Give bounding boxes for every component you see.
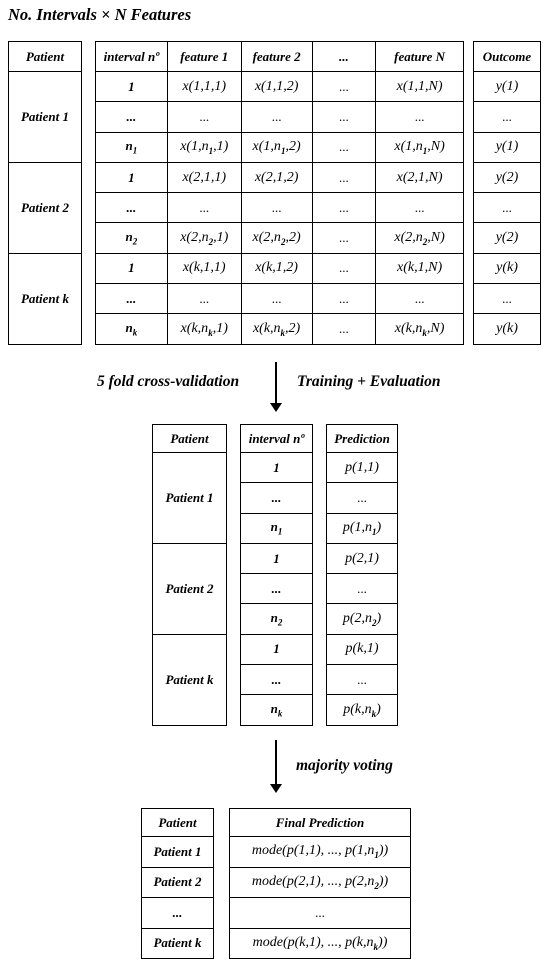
majority-voting-label: majority voting bbox=[296, 757, 393, 774]
table1-patient-k: Patient k bbox=[9, 254, 82, 345]
prediction-cell: ... bbox=[327, 483, 398, 513]
interval-cell: ... bbox=[241, 574, 313, 604]
feature-cell: x(2,1,2) bbox=[241, 162, 312, 192]
feature-cell: $x(1,n_1,N)$ bbox=[376, 132, 464, 162]
prediction-cell: p(2,1) bbox=[327, 543, 398, 573]
table2-patient-header: Patient bbox=[153, 425, 227, 453]
table1-header-3: ... bbox=[312, 42, 376, 72]
table1-header-0: interval nº bbox=[96, 42, 168, 72]
table1-patient-2: Patient 2 bbox=[9, 163, 82, 254]
interval-cell: ... bbox=[96, 284, 168, 314]
feature-cell: $x(k,n_k,1)$ bbox=[167, 314, 241, 344]
feature-cell: $x(2,n_2,1)$ bbox=[167, 223, 241, 253]
table1-outcome-column bbox=[473, 41, 541, 345]
prediction-cell: ... bbox=[327, 574, 398, 604]
prediction-cell: p(k,1) bbox=[327, 634, 398, 664]
final-prediction-cell: mode(p(k,1), ..., $p(k,n_k)$) bbox=[230, 928, 411, 959]
outcome-cell: y(k) bbox=[474, 314, 541, 344]
feature-cell: $x(k,n_k,N)$ bbox=[376, 314, 464, 344]
feature-cell: ... bbox=[167, 284, 241, 314]
interval-cell: $n_k$ bbox=[241, 695, 313, 725]
feature-cell: ... bbox=[312, 223, 376, 253]
table1-header-1: feature 1 bbox=[167, 42, 241, 72]
table1-patient-header: Patient bbox=[9, 42, 82, 72]
table-row bbox=[96, 132, 464, 162]
table1-patient-1: Patient 1 bbox=[9, 72, 82, 163]
table2-interval-header: interval nº bbox=[241, 425, 313, 453]
table1-header-2: feature 2 bbox=[241, 42, 312, 72]
training-evaluation-label: Training + Evaluation bbox=[297, 373, 441, 390]
table-row bbox=[96, 223, 464, 253]
table3-patient-header: Patient bbox=[142, 809, 214, 837]
feature-cell: x(k,1,1) bbox=[167, 253, 241, 283]
table3-patient-column bbox=[141, 808, 214, 959]
table1-header-4: feature N bbox=[376, 42, 464, 72]
feature-cell: $x(1,n_1,1)$ bbox=[167, 132, 241, 162]
feature-cell: ... bbox=[376, 284, 464, 314]
feature-cell: ... bbox=[312, 102, 376, 132]
interval-cell: 1 bbox=[241, 543, 313, 573]
interval-cell: ... bbox=[96, 193, 168, 223]
prediction-cell: $p(1,n_1)$ bbox=[327, 513, 398, 543]
outcome-cell: y(2) bbox=[474, 223, 541, 253]
table3-final-prediction-column bbox=[229, 808, 411, 959]
table-row bbox=[96, 284, 464, 314]
interval-cell: $n_k$ bbox=[96, 314, 168, 344]
table-row bbox=[96, 162, 464, 192]
table2-interval-column bbox=[240, 424, 313, 726]
table-row bbox=[96, 193, 464, 223]
outcome-cell: y(2) bbox=[474, 162, 541, 192]
arrow-down-icon bbox=[275, 362, 277, 404]
feature-cell: x(1,1,N) bbox=[376, 72, 464, 102]
interval-cell: 1 bbox=[241, 453, 313, 483]
interval-cell: ... bbox=[96, 102, 168, 132]
table2-prediction-column bbox=[326, 424, 398, 726]
final-prediction-cell: mode(p(1,1), ..., $p(1,n_1)$) bbox=[230, 837, 411, 868]
outcome-cell: ... bbox=[474, 102, 541, 132]
feature-cell: x(2,1,N) bbox=[376, 162, 464, 192]
feature-cell: x(k,1,2) bbox=[241, 253, 312, 283]
table1-patient-column bbox=[8, 41, 82, 345]
prediction-cell: p(1,1) bbox=[327, 453, 398, 483]
table1-outcome-header: Outcome bbox=[474, 42, 541, 72]
table-row bbox=[96, 253, 464, 283]
table2-prediction-header: Prediction bbox=[327, 425, 398, 453]
feature-cell: ... bbox=[241, 102, 312, 132]
table3-final-prediction-header: Final Prediction bbox=[230, 809, 411, 837]
interval-cell: 1 bbox=[241, 634, 313, 664]
feature-cell: $x(2,n_2,N)$ bbox=[376, 223, 464, 253]
interval-cell: $n_1$ bbox=[241, 513, 313, 543]
feature-cell: ... bbox=[312, 162, 376, 192]
feature-cell: x(k,1,N) bbox=[376, 253, 464, 283]
feature-cell: ... bbox=[376, 193, 464, 223]
outcome-cell: y(1) bbox=[474, 132, 541, 162]
feature-cell: $x(2,n_2,2)$ bbox=[241, 223, 312, 253]
table2-patient-column bbox=[152, 424, 227, 726]
table2-patient-2: Patient 2 bbox=[153, 544, 227, 635]
interval-cell: 1 bbox=[96, 72, 168, 102]
prediction-cell: ... bbox=[327, 665, 398, 695]
feature-cell: ... bbox=[376, 102, 464, 132]
interval-cell: 1 bbox=[96, 253, 168, 283]
feature-cell: ... bbox=[312, 284, 376, 314]
outcome-cell: ... bbox=[474, 193, 541, 223]
outcome-cell: y(1) bbox=[474, 72, 541, 102]
feature-cell: ... bbox=[312, 193, 376, 223]
feature-cell: ... bbox=[241, 284, 312, 314]
interval-cell: ... bbox=[241, 483, 313, 513]
outcome-cell: ... bbox=[474, 284, 541, 314]
final-prediction-cell: mode(p(2,1), ..., $p(2,n_2)$) bbox=[230, 867, 411, 898]
table-row bbox=[96, 72, 464, 102]
feature-cell: $x(1,n_1,2)$ bbox=[241, 132, 312, 162]
arrow-down-icon bbox=[275, 740, 277, 785]
feature-cell: $x(k,n_k,2)$ bbox=[241, 314, 312, 344]
cross-validation-label: 5 fold cross-validation bbox=[97, 373, 240, 390]
table1-feature-matrix bbox=[95, 41, 464, 345]
feature-cell: ... bbox=[312, 132, 376, 162]
prediction-cell: $p(k,n_k)$ bbox=[327, 695, 398, 725]
feature-cell: ... bbox=[312, 72, 376, 102]
feature-cell: x(1,1,2) bbox=[241, 72, 312, 102]
interval-cell: ... bbox=[241, 665, 313, 695]
diagram-title: No. Intervals × N Features bbox=[8, 5, 192, 24]
prediction-cell: $p(2,n_2)$ bbox=[327, 604, 398, 634]
patient-cell: Patient k bbox=[142, 928, 214, 959]
interval-cell: $n_2$ bbox=[96, 223, 168, 253]
final-prediction-cell: ... bbox=[230, 898, 411, 929]
outcome-cell: y(k) bbox=[474, 253, 541, 283]
interval-cell: 1 bbox=[96, 162, 168, 192]
table2-patient-1: Patient 1 bbox=[153, 453, 227, 544]
patient-cell: Patient 1 bbox=[142, 837, 214, 868]
interval-cell: $n_2$ bbox=[241, 604, 313, 634]
table2-patient-k: Patient k bbox=[153, 635, 227, 726]
table-row bbox=[96, 314, 464, 344]
feature-cell: x(2,1,1) bbox=[167, 162, 241, 192]
feature-cell: ... bbox=[167, 193, 241, 223]
feature-cell: ... bbox=[241, 193, 312, 223]
feature-cell: x(1,1,1) bbox=[167, 72, 241, 102]
patient-cell: ... bbox=[142, 898, 214, 929]
patient-cell: Patient 2 bbox=[142, 867, 214, 898]
feature-cell: ... bbox=[167, 102, 241, 132]
feature-cell: ... bbox=[312, 314, 376, 344]
feature-cell: ... bbox=[312, 253, 376, 283]
table-row bbox=[96, 102, 464, 132]
interval-cell: $n_1$ bbox=[96, 132, 168, 162]
